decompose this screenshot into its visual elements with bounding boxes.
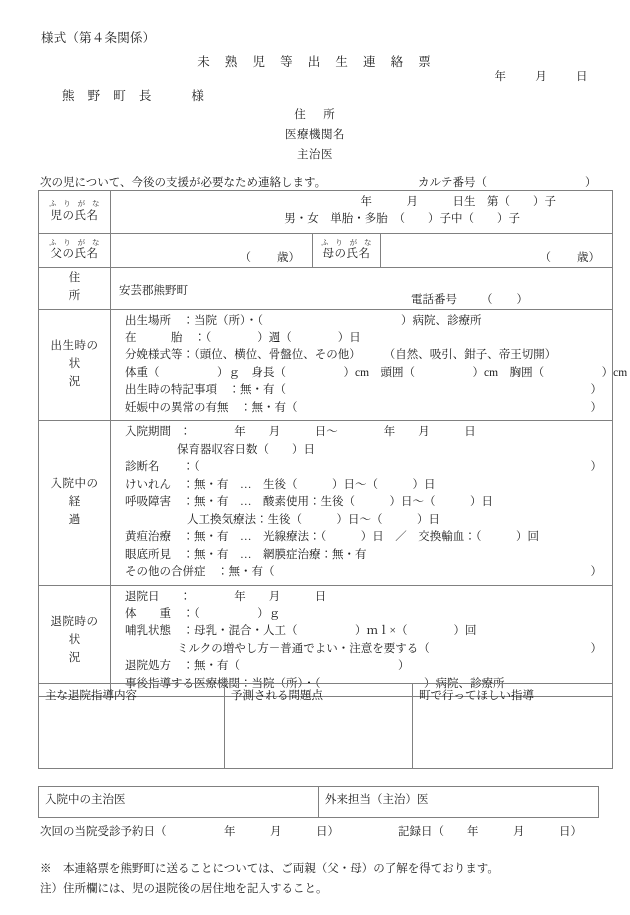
father-age-close: 歳） xyxy=(277,251,300,264)
mother-age-open: （ xyxy=(539,251,551,264)
table-row-doctors xyxy=(39,787,599,818)
table-row-hospital-course xyxy=(39,421,613,585)
table-row-birth-status xyxy=(39,309,613,421)
diagnosis-text: 診断名 ：（ xyxy=(125,461,200,474)
diagnosis-line xyxy=(125,459,612,476)
birth-remarks-text: 出生時の特記事項 ：無・有（ xyxy=(125,384,286,397)
discharge-status-label-line2: 状 況 xyxy=(68,634,122,664)
inpatient-doctor-cell[interactable]: 入院中の主治医 xyxy=(39,787,319,818)
date-year-label: 年 xyxy=(494,71,507,83)
followup-institution-line: 事後指導する医療機関：当院（所）・（ ）病院、診療所 xyxy=(125,677,505,690)
table-row-parents xyxy=(39,233,613,267)
form-code: 様式（第４条関係） xyxy=(41,31,156,45)
milk-increase-line xyxy=(125,641,612,658)
mother-name-label: 母の氏名 xyxy=(322,248,371,261)
child-name-input-cell[interactable] xyxy=(111,191,613,234)
birth-status-label-line2: 状 況 xyxy=(68,358,122,388)
pregnancy-abnormality-text: 妊娠中の異常の有無 ：無・有（ xyxy=(125,401,298,414)
karte-number-field[interactable] xyxy=(418,174,597,190)
admission-period-line: 入院期間 ： 年 月 日～ 年 月 日 xyxy=(125,426,476,439)
other-complications-text: その他の合併症 ：無・有（ xyxy=(125,566,275,579)
delivery-type-line: 分娩様式等：（頭位、横位、骨盤位、その他） （自然、吸引、鉗子、帝王切開） xyxy=(125,349,557,362)
footer-note-address: 注）住所欄には、児の退院後の居住地を記入すること。 xyxy=(40,883,328,895)
table-row-child-name xyxy=(39,191,613,234)
discharge-prescription-text: 退院処方 ：無・有（ xyxy=(125,660,240,673)
birth-place-line: 出生場所 ：当院（所）・（ ）病院、診療所 xyxy=(125,314,482,327)
birth-status-label xyxy=(39,309,122,421)
father-age-open: （ xyxy=(239,251,251,264)
birth-status-label-line1: 出生時の xyxy=(50,340,99,353)
child-furigana-label: ふ り が な xyxy=(48,199,103,209)
karte-number-label: カルテ番号（ xyxy=(418,177,487,189)
diagnosis-close: ） xyxy=(590,461,602,474)
address-input-cell[interactable] xyxy=(111,267,613,309)
measurements-line: 体重（ ）ｇ 身長（ ）cm 頭囲（ ）cm 胸囲（ ）cm xyxy=(125,366,628,379)
mother-name-input-cell[interactable] xyxy=(381,233,613,267)
discharge-status-label xyxy=(39,585,122,697)
table-row-discharge-status xyxy=(39,585,613,697)
mother-furigana-label: ふ り が な xyxy=(320,237,375,247)
other-complications-close: ） xyxy=(590,566,602,579)
incubator-days-line xyxy=(125,442,612,459)
child-birth-line: 年 月 日生 第（ ）子 xyxy=(360,196,556,208)
pregnancy-abnormality-close: ） xyxy=(590,401,602,414)
mother-age-field[interactable] xyxy=(540,249,601,265)
footer-note-consent: ※ 本連絡票を熊野町に送ることについては、ご両親（父・母）の了解を得ております。 xyxy=(40,863,499,875)
guidance-col-town-support[interactable]: 町で行ってほしい指導 xyxy=(413,684,613,769)
outpatient-doctor-cell[interactable]: 外来担当（主治）医 xyxy=(319,787,599,818)
telephone-field[interactable] xyxy=(411,291,528,307)
father-name-label: 父の氏名 xyxy=(50,248,99,261)
discharge-date-line: 退院日 ： 年 月 日 xyxy=(125,590,327,603)
pregnancy-abnormality-line xyxy=(125,400,612,417)
birth-status-content[interactable] xyxy=(111,309,628,421)
discharge-weight-line: 体 重 ：（ ）ｇ xyxy=(125,608,281,620)
other-complications-line xyxy=(125,564,612,581)
hospital-course-label-line1: 入院中の xyxy=(50,478,99,491)
hospital-course-label-line2: 経 過 xyxy=(68,496,122,526)
child-name-label: 児の氏名 xyxy=(50,210,99,223)
date-day-label: 日 xyxy=(576,71,588,83)
milk-increase-text: ミルクの増やし方－普通でよい・注意を要する（ xyxy=(177,642,430,655)
feeding-status-line: 哺乳状態 ：母乳・混合・人工（ ）ｍｌ×（ ）回 xyxy=(125,625,477,638)
discharge-status-label-line1: 退院時の xyxy=(50,616,99,629)
convulsion-line: けいれん ：無・有 … 生後（ ）日～（ ）日 xyxy=(125,478,436,491)
child-sex-multiple-line: 男・女 単胎・多胎 （ ）子中（ ）子 xyxy=(284,213,520,226)
record-date-line[interactable]: 記録日（ 年 月 日） xyxy=(398,826,582,838)
main-form-table xyxy=(38,190,628,697)
telephone-label: 電話番号 xyxy=(411,293,457,306)
karte-number-close: ） xyxy=(585,177,597,189)
jaundice-treatment-line: 黄疸治療 ：無・有 … 光線療法：（ ）日 ／ 交換輸血：（ ）回 xyxy=(125,531,539,544)
guidance-col-discharge-instructions[interactable]: 主な退院指導内容 xyxy=(39,684,225,769)
addressee: 熊 野 町 長 様 xyxy=(62,89,209,103)
doctors-table xyxy=(38,786,599,818)
birth-remarks-close: ） xyxy=(590,384,602,397)
father-name-label-cell xyxy=(39,233,111,267)
milk-increase-close: ） xyxy=(590,642,602,655)
intro-text: 次の児について、今後の支援が必要なため連絡します。 xyxy=(40,177,327,189)
issuer-address-label: 住 所 xyxy=(294,109,338,121)
issuer-doctor-label: 主治医 xyxy=(297,149,333,161)
incubator-days-text: 保育器収容日数（ ）日 xyxy=(177,443,315,456)
mother-age-close: 歳） xyxy=(577,251,600,264)
telephone-open: （ xyxy=(481,293,493,306)
father-name-input-cell[interactable] xyxy=(111,233,313,267)
fundus-findings-line: 眼底所見 ：無・有 … 網膜症治療：無・有 xyxy=(125,548,367,561)
table-row-guidance xyxy=(39,684,613,769)
table-row-address xyxy=(39,267,613,309)
issue-date-line xyxy=(495,68,589,84)
father-furigana-label: ふ り が な xyxy=(48,237,103,247)
gestation-line: 在 胎 ：（ ）週（ ）日 xyxy=(125,331,361,344)
guidance-table xyxy=(38,683,613,769)
issuer-institution-label: 医療機関名 xyxy=(285,129,345,141)
page-title: 未 熟 児 等 出 生 連 絡 票 xyxy=(197,55,437,69)
hospital-course-label xyxy=(39,421,122,585)
hospital-course-content[interactable] xyxy=(111,421,613,585)
address-label: 住 所 xyxy=(39,267,111,309)
respiratory-disorder-line: 呼吸障害 ：無・有 … 酸素使用：生後（ ）日～（ ）日 xyxy=(125,496,493,509)
next-appointment-line[interactable]: 次回の当院受診予約日（ 年 月 日） xyxy=(40,826,339,838)
date-month-label: 月 xyxy=(535,71,548,83)
child-name-label-cell xyxy=(39,191,111,234)
guidance-col-expected-problems[interactable]: 予測される問題点 xyxy=(225,684,413,769)
father-age-field[interactable] xyxy=(240,249,301,265)
discharge-status-content[interactable] xyxy=(111,585,613,697)
discharge-prescription-close: ） xyxy=(398,660,410,673)
birth-remarks-line xyxy=(125,382,612,399)
ventilation-therapy-line xyxy=(125,512,612,529)
discharge-prescription-line xyxy=(125,658,612,675)
telephone-close: ） xyxy=(516,293,528,306)
mother-name-label-cell xyxy=(313,233,381,267)
ventilation-therapy-text: 人工換気療法：生後（ ）日～（ ）日 xyxy=(187,513,440,526)
address-value: 安芸郡熊野町 xyxy=(119,284,188,297)
